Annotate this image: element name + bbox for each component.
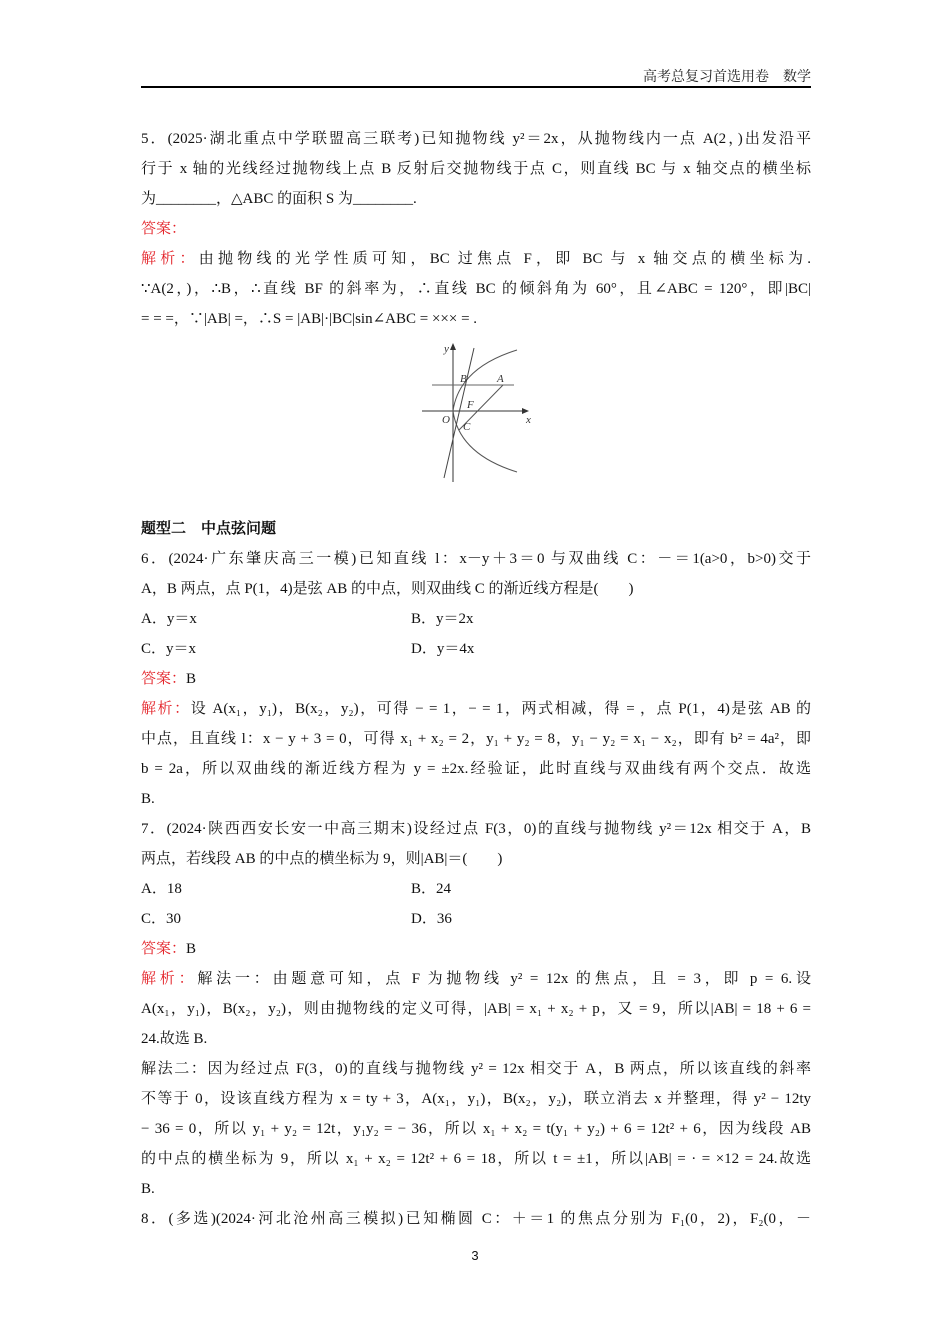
question-text-line: 两点，若线段 AB 的中点的横坐标为 9，则|AB|＝( ) — [141, 851, 503, 867]
option-b: B．y＝2x — [411, 611, 474, 627]
analysis-label: 解析： — [141, 971, 198, 987]
question-7 — [141, 814, 811, 1204]
analysis-text: b = 2a，所以双曲线的渐近线方程为 y = ±2x.经验证，此时直线与双曲线有两个交点．故选 — [141, 761, 811, 777]
option-a: A．18 — [141, 881, 182, 897]
page-content — [141, 124, 811, 1234]
question-text-line: A，B 两点，点 P(1，4)是弦 AB 的中点，则双曲线 C 的渐近线方程是( ) — [141, 581, 634, 597]
analysis-text: 由抛物线的光学性质可知，BC 过焦点 F，即 BC 与 x 轴交点的横坐标为. — [198, 251, 811, 267]
question-6 — [141, 544, 811, 814]
analysis-text: − 36 = 0，所以 y₁ + y₂ = 12t，y₁y₂ = − 36，所以 x₁ + x₂ = t(y₁ + y₂) + 6 = 12t² + 6，因为线段 AB — [141, 1121, 811, 1137]
question-text-line: 行于 x 轴的光线经过抛物线上点 B 反射后交抛物线于点 C，则直线 BC 与 x 轴交点的横坐标 — [141, 161, 811, 177]
analysis-text: ∵A(2，)，∴B，∴直线 BF 的斜率为，∴直线 BC 的倾斜角为 60°，且∠ABC = 120°，即|BC| — [141, 281, 811, 297]
page-number: 3 — [471, 1248, 479, 1263]
analysis-text: 解法二：因为经过点 F(3，0)的直线与抛物线 y² = 12x 相交于 A，B 两点，所以该直线的斜率 — [141, 1061, 811, 1077]
question-text-line: 6．(2024·广东肇庆高三一模)已知直线 l：x－y＋3＝0 与双曲线 C：－＝1(a>0，b>0)交于 — [141, 551, 811, 567]
analysis-text: 中点，且直线 l：x − y + 3 = 0，可得 x₁ + x₂ = 2，y₁ + y₂ = 8，y₁ − y₂ = x₁ − x₂，即有 b² = 4a²，即 — [141, 731, 811, 747]
option-d: D．y＝4x — [411, 641, 475, 657]
parabola-figure — [141, 340, 811, 500]
svg-text:x: x — [526, 414, 531, 426]
parabola-diagram — [419, 340, 539, 485]
analysis-text: 的中点的横坐标为 9，所以 x₁ + x₂ = 12t² + 6 = 18，所以 t = ±1，所以|AB| = · = ×12 = 24.故选 — [141, 1151, 811, 1167]
answer-value: B — [186, 671, 197, 687]
question-text-line: 7．(2024·陕西西安长安一中高三期末)设经过点 F(3，0)的直线与抛物线 y²＝12x 相交于 A，B — [141, 821, 811, 837]
answer-label: 答案： — [141, 671, 187, 687]
svg-text:y: y — [444, 343, 449, 355]
option-b: B．24 — [411, 881, 452, 897]
question-text-line: 5．(2025·湖北重点中学联盟高三联考)已知抛物线 y²＝2x，从抛物线内一点 A(2，)出发沿平 — [141, 131, 811, 147]
analysis-text: = = =，∵|AB| =，∴S = |AB|·|BC|sin∠ABC = ××× = . — [141, 311, 478, 327]
svg-text:O: O — [442, 414, 450, 426]
svg-text:B: B — [460, 373, 467, 385]
question-5 — [141, 124, 811, 500]
section-title: 题型二 中点弦问题 — [141, 521, 277, 537]
question-text-line: 8．(多选)(2024·河北沧州高三模拟)已知椭圆 C：＋＝1 的焦点分别为 F₁(0，2)，F₂(0，－ — [141, 1211, 811, 1227]
svg-text:C: C — [463, 421, 471, 433]
question-8 — [141, 1204, 811, 1234]
option-c: C．y＝x — [141, 641, 197, 657]
page-header: 高考总复习首选用卷 数学 — [643, 70, 811, 85]
analysis-label: 解析： — [141, 701, 191, 717]
option-c: C．30 — [141, 911, 182, 927]
option-a: A．y＝x — [141, 611, 197, 627]
analysis-text: 设 A(x₁，y₁)，B(x₂，y₂)，可得 − = 1，− = 1，两式相减，得 = ，点 P(1，4)是弦 AB 的 — [190, 701, 811, 717]
question-text-line: 为________，△ABC 的面积 S 为________. — [141, 191, 417, 207]
answer-value: B — [186, 941, 197, 957]
analysis-text: B. — [141, 791, 155, 807]
analysis-text: A(x₁，y₁)，B(x₂，y₂)，则由抛物线的定义可得，|AB| = x₁ + x₂ + p，又 = 9，所以|AB| = 18 + 6 = — [141, 1001, 811, 1017]
svg-text:F: F — [467, 399, 474, 411]
analysis-text: 24.故选 B. — [141, 1031, 208, 1047]
analysis-text: 解法一：由题意可知，点 F 为抛物线 y² = 12x 的焦点，且 = 3，即 p = 6.设 — [197, 971, 811, 987]
analysis-text: B. — [141, 1181, 155, 1197]
answer-label: 答案： — [141, 221, 187, 237]
svg-text:A: A — [497, 373, 504, 385]
answer-label: 答案： — [141, 941, 187, 957]
analysis-label: 解析： — [141, 251, 199, 267]
analysis-text: 不等于 0，设该直线方程为 x = ty + 3，A(x₁，y₁)，B(x₂，y₂)，联立消去 x 并整理，得 y² − 12ty — [141, 1091, 811, 1107]
option-d: D．36 — [411, 911, 452, 927]
header-divider — [141, 86, 811, 88]
